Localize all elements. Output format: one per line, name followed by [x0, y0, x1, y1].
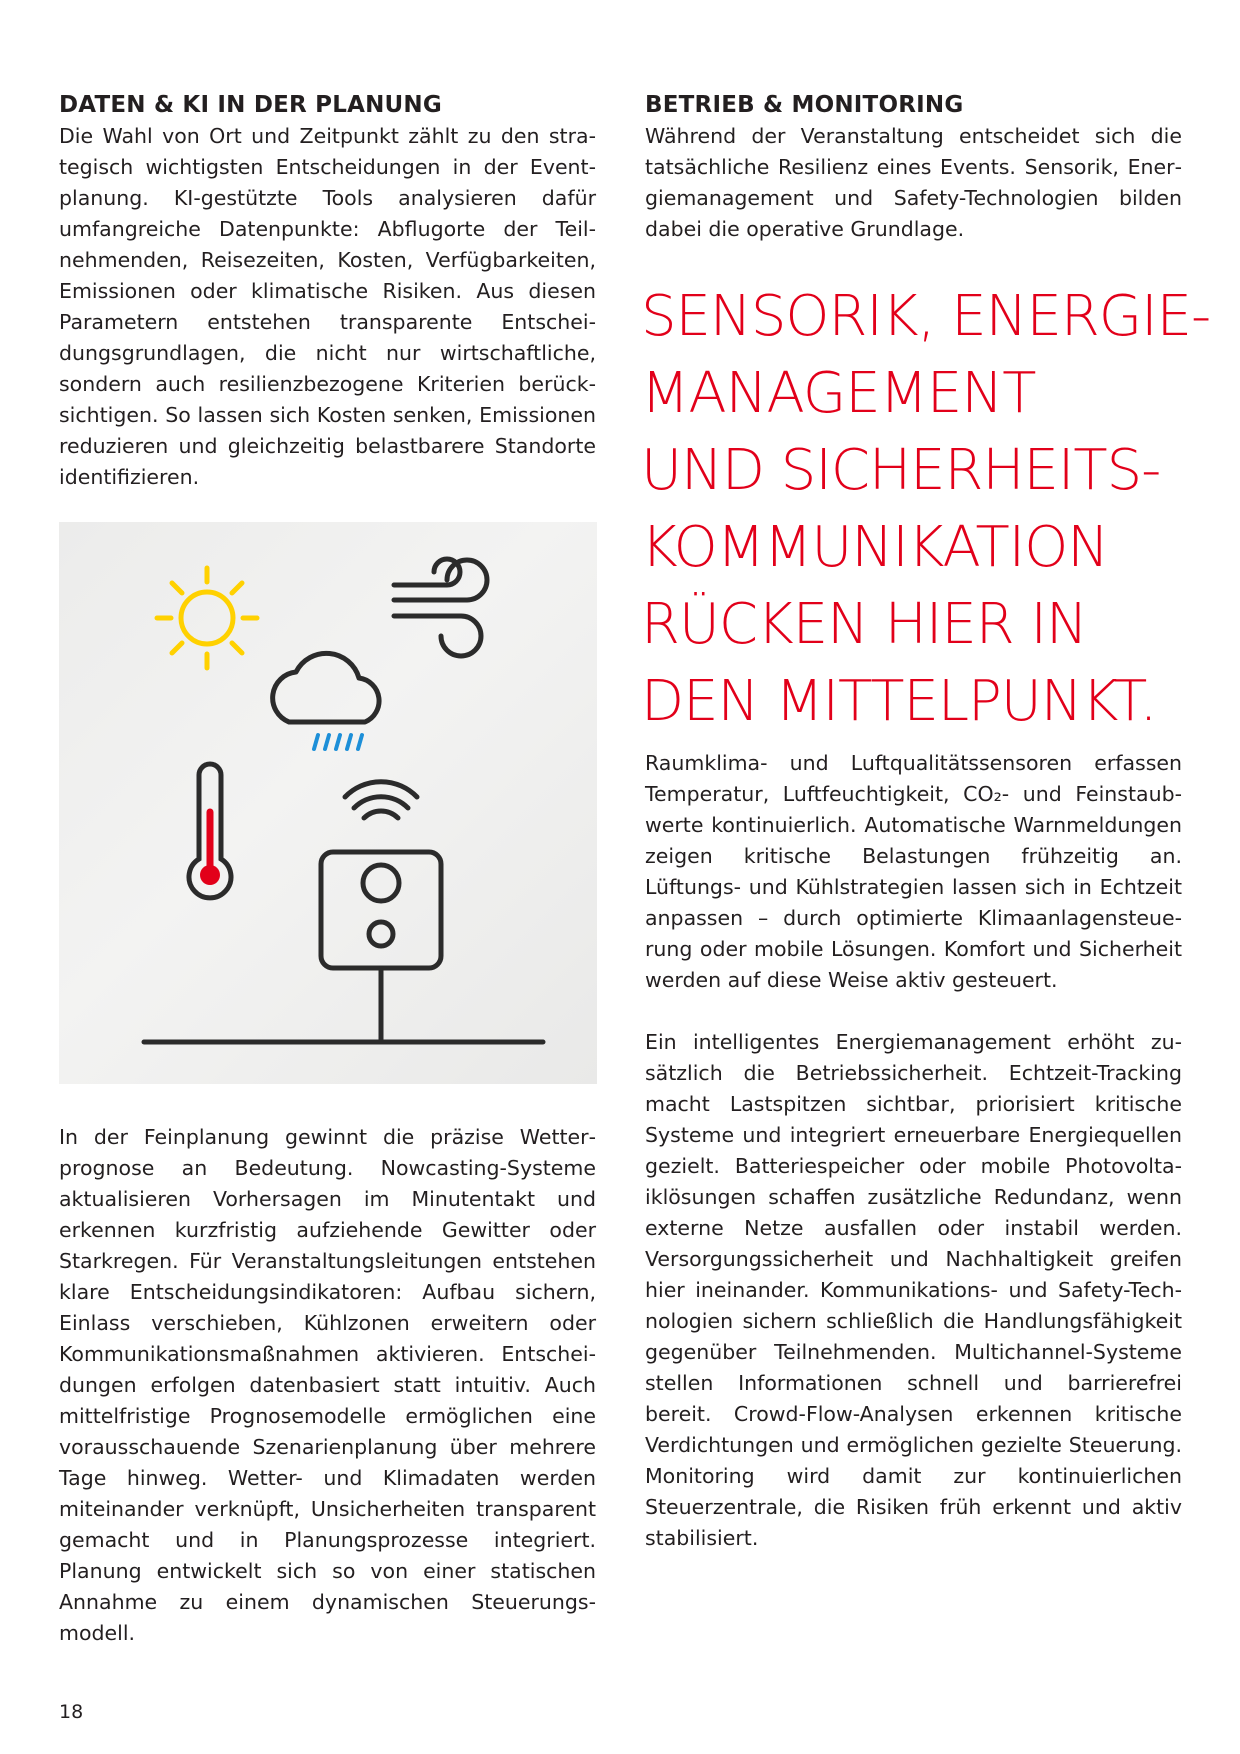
right-column	[645, 90, 1182, 245]
energy-paragraph: Ein intelligentes Energiemanagement erhöht zusätzlich die Betriebssicherheit. Echtzeit-Tracking macht Lastspitzen sichtbar, priorisiert kritische Systeme und integriert erneuerbare Energiequellen gezielt. Batteriespeicher oder mobile Photovoltaiklösungen schaffen zusätzliche Redundanz, wenn externe Netze ausfallen oder instabil werden. Versorgungssicherheit und Nachhaltigkeit greifen hier ineinander. Kommunikations- und Safety-Technologien sichern schließlich die Handlungsfähigkeit gegenüber Teilnehmenden. Multichannel-Systeme stellen Informationen schnell und barrierefrei bereit. Crowd-Flow-Analysen erkennen kritische Verdichtungen und ermöglichen gezielte Steuerung. Monitoring wird damit zur kontinuierlichen Steuerzentrale, die Risiken früh erkennt und aktiv stabilisiert.	[645, 1030, 1182, 1550]
sensor-paragraph: Raumklima- und Luftqualitätssensoren erfassen Temperatur, Luftfeuchtigkeit, CO₂- und Feinstaubwerte kontinuierlich. Automatische Warnmeldungen zeigen kritische Belastungen frühzeitig an. Lüftungs- und Kühlstrategien lassen sich in Echtzeit anpassen – durch optimierte Klimaanlagensteuerung oder mobile Lösungen. Komfort und Sicherheit werden auf diese Weise aktiv gesteuert.	[645, 751, 1182, 992]
pull-quote-line: RÜCKEN HIER IN	[641, 592, 1087, 657]
pull-quote-line: DEN MITTELPUNKT.	[641, 669, 1157, 734]
section-heading-monitoring: BETRIEB & MONITORING	[645, 92, 964, 118]
illustration-canvas	[59, 522, 597, 1084]
thermometer-icon	[189, 764, 231, 898]
wind-icon	[394, 559, 487, 656]
weather-sensor-illustration	[59, 522, 597, 1084]
pull-quote-line: KOMMUNIKATION	[641, 515, 1109, 580]
section-heading-planning: DATEN & KI IN DER PLANUNG	[59, 92, 442, 118]
rain-cloud-icon	[273, 653, 379, 749]
forecast-paragraph: In der Feinplanung gewinnt die präzise Wetterprognose an Bedeutung. Nowcasting-Systeme aktualisieren Vorhersagen im Minutentakt und erkennen kurzfristig aufziehende Gewitter oder Starkregen. Für Veranstaltungsleitungen entstehen klare Entscheidungsindikatoren: Aufbau sichern, Einlass verschieben, Kühlzonen erweitern oder Kommunikationsmaßnahmen aktivieren. Entscheidungen erfolgen datenbasiert statt intuitiv. Auch mittelfristige Prognosemodelle ermöglichen eine vorausschauende Szenarienplanung über mehrere Tage hinweg. Wetter- und Klimadaten werden miteinander verknüpft, Unsicherheiten transparent gemacht und in Planungsprozesse integriert. Planung entwickelt sich so von einer statischen Annahme zu einem dynamischen Steuerungsmodell.	[59, 1125, 596, 1645]
pull-quote-line: SENSORIK, ENERGIE-	[641, 284, 1211, 349]
monitoring-intro-paragraph: Während der Veranstaltung entscheidet sich die tatsächliche Resilienz eines Events. Sensorik, Energiemanagement und Safety-Technologien bilden dabei die operative Grundlage.	[645, 124, 1182, 241]
sun-icon	[157, 568, 257, 668]
page-number: 18	[59, 1701, 84, 1723]
pull-quote	[641, 278, 1211, 740]
weather-sensor-icon	[144, 782, 543, 1042]
right-lower-column	[645, 748, 1182, 1554]
left-lower-column	[59, 1122, 596, 1649]
pull-quote-line: UND SICHERHEITS-	[641, 438, 1161, 503]
pull-quote-line: MANAGEMENT	[641, 361, 1036, 426]
left-column	[59, 90, 596, 493]
planning-intro-paragraph: Die Wahl von Ort und Zeitpunkt zählt zu den strategisch wichtigsten Entscheidungen in der Eventplanung. KI-gestützte Tools analysieren dafür umfangreiche Datenpunkte: Abflugorte der Teilnehmenden, Reisezeiten, Kosten, Verfügbarkeiten, Emissionen oder klimatische Risiken. Aus diesen Parametern entstehen transparente Entscheidungsgrundlagen, die nicht nur wirtschaftliche, sondern auch resilienzbezogene Kriterien berücksichtigen. So lassen sich Kosten senken, Emissionen reduzieren und gleichzeitig belastbarere Standorte identifizieren.	[59, 124, 596, 489]
